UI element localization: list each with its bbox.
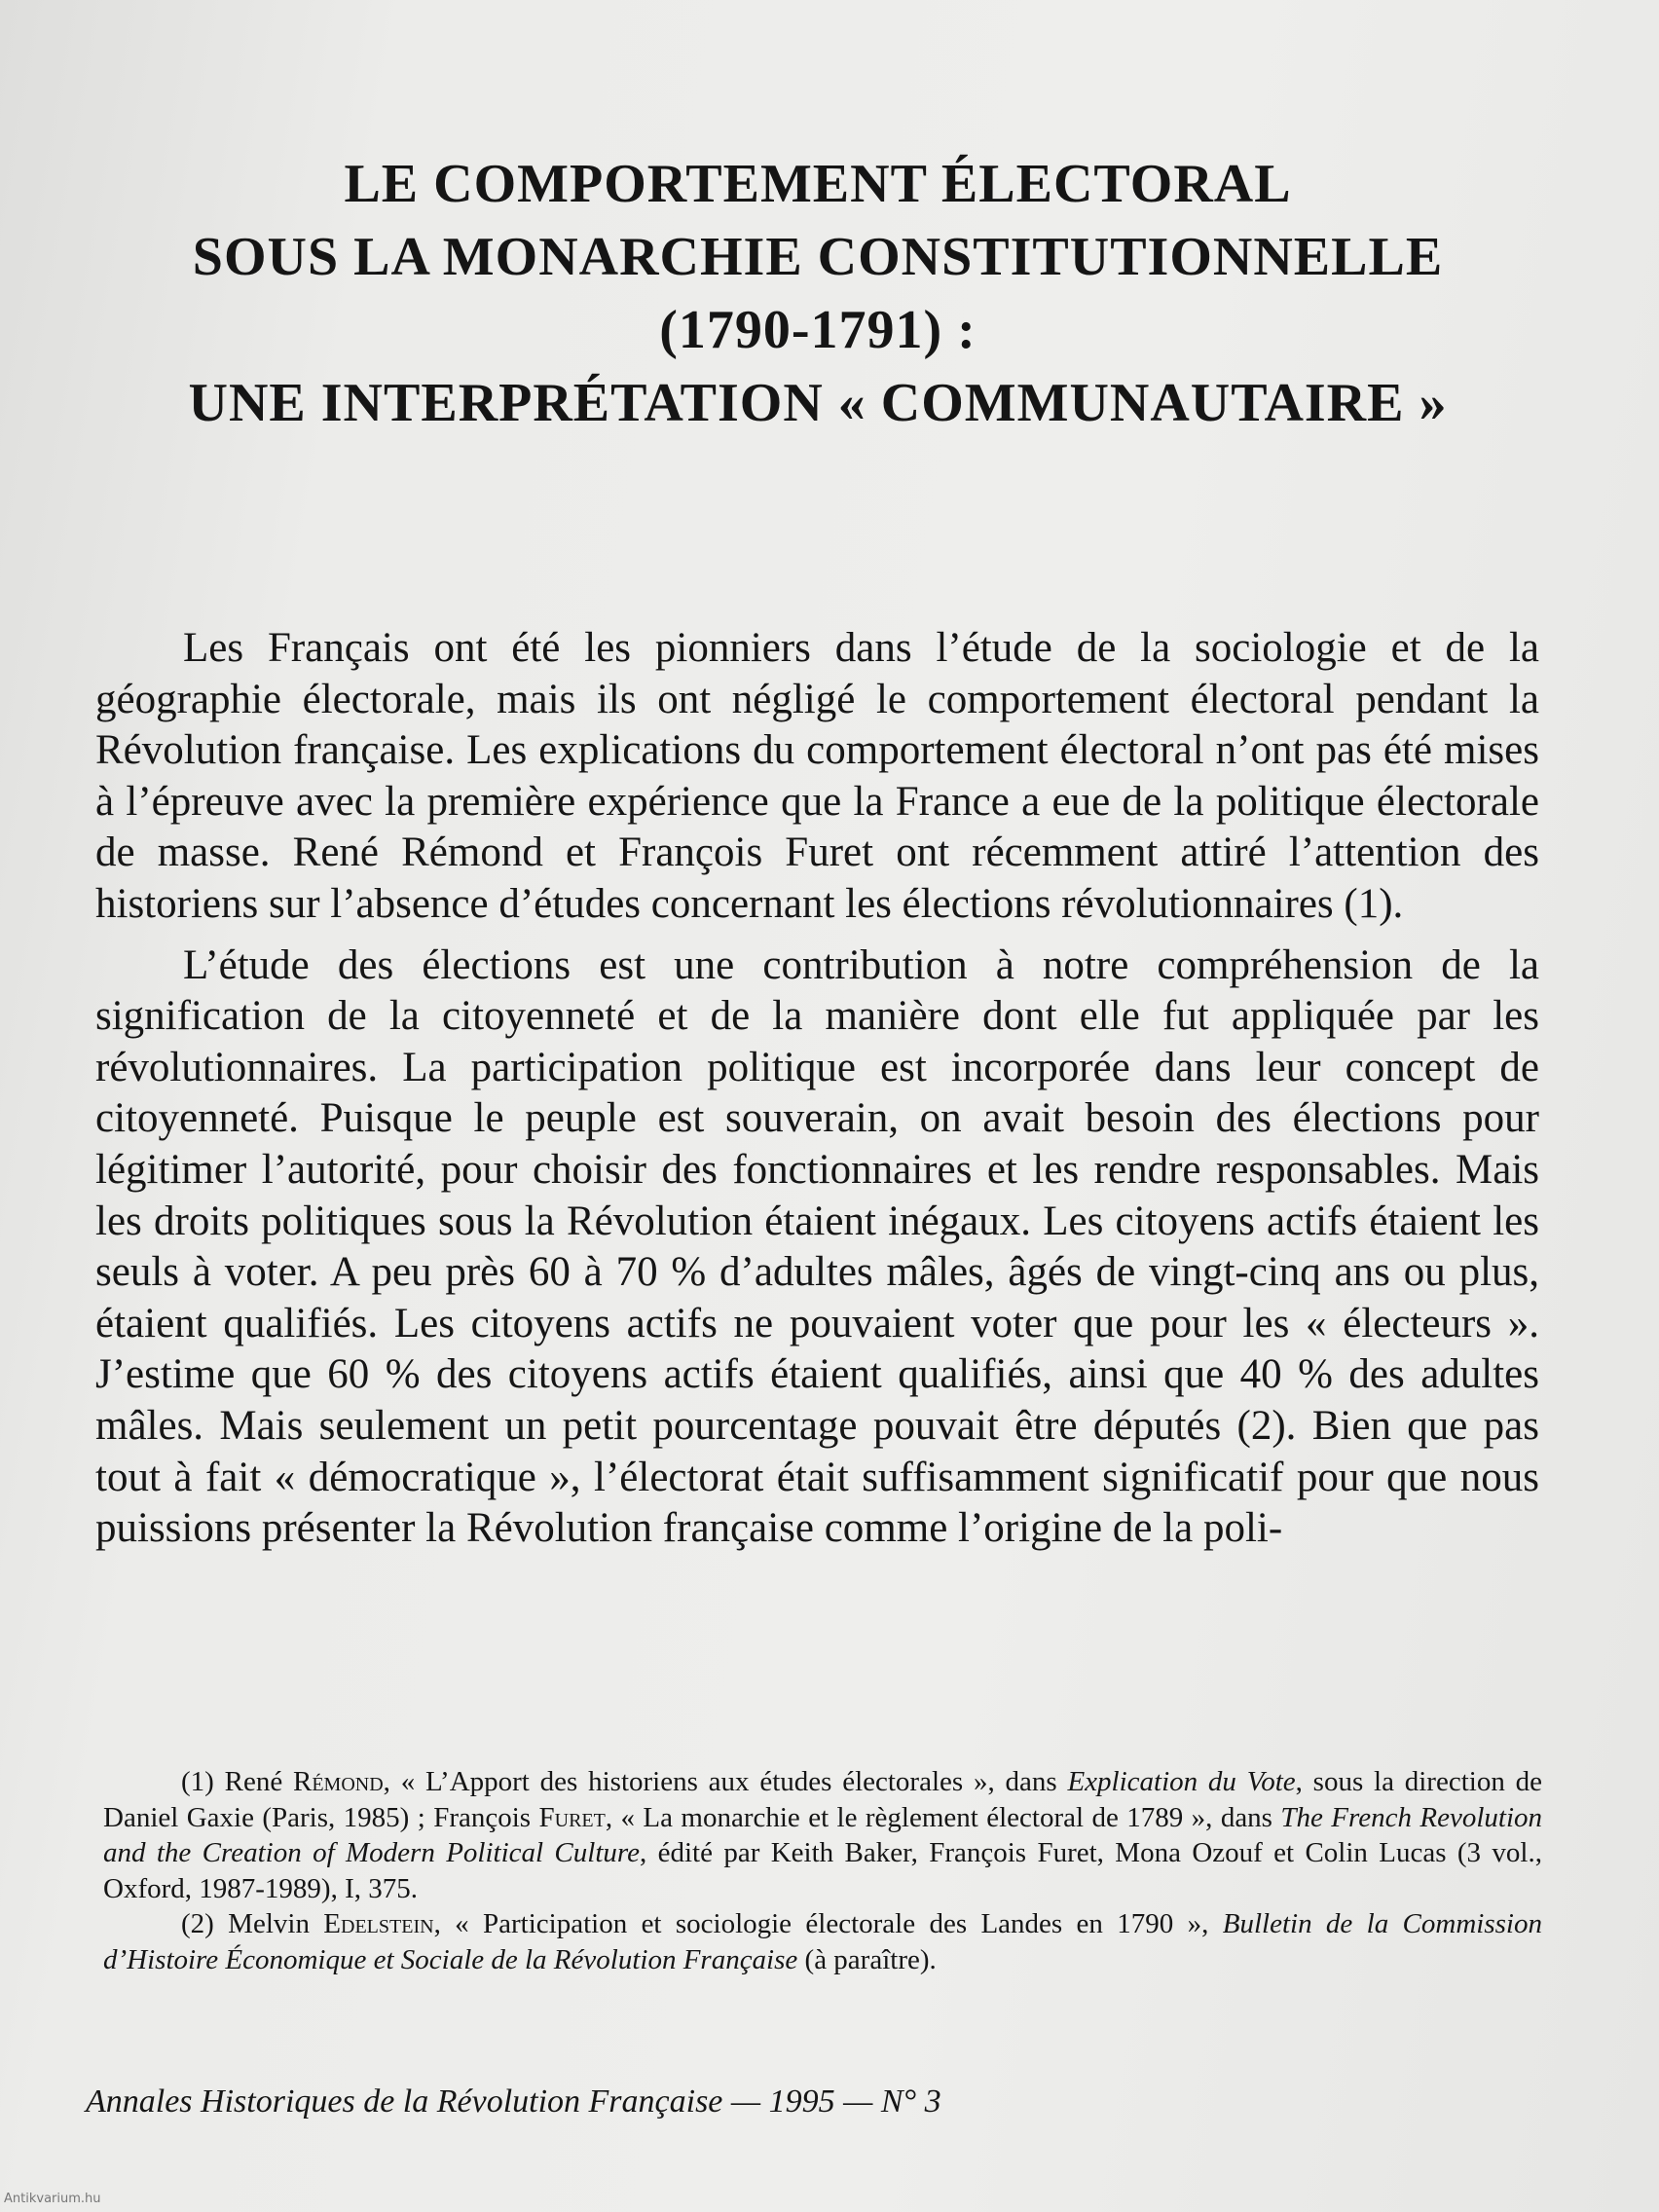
- title-line: UNE INTERPRÉTATION « COMMUNAUTAIRE »: [188, 373, 1448, 433]
- author-name: Edelstein: [323, 1908, 434, 1939]
- footnotes: [103, 1764, 1542, 1977]
- footnote-text: , sous la direction de Daniel Gaxie (Paris, 1985) ; François: [103, 1766, 1542, 1833]
- body-paragraph: L’étude des élections est une contribution à notre compréhension de la signification de la citoyenneté et de la manière dont elle fut appliquée par les révolutionnaires. La participation politique est incorporée dans leur concept de citoyenneté. Puisque le peuple est souverain, on avait besoin des élections pour légitimer l’autorité, pour choisir des fonctionnaires et les rendre responsables. Mais les droits politiques sous la Révolution étaient inégaux. Les citoyens actifs étaient les seuls à voter. A peu près 60 à 70 % d’adultes mâles, âgés de vingt-cinq ans ou plus, étaient qualifiés. Les citoyens actifs ne pouvaient voter que pour les « électeurs ». J’estime que 60 % des citoyens actifs étaient qualifiés, ainsi que 40 % des adultes mâles. Mais seulement un petit pourcentage pouvait être députés (2). Bien que pas tout à fait « démocratique », l’électorat était suffisamment significatif pour que nous puissions présenter la Révolution française comme l’origine de la poli-: [95, 941, 1539, 1552]
- article-body: [95, 623, 1539, 1555]
- footnote-2: [103, 1906, 1542, 1977]
- journal-footer: Annales Historiques de la Révolution Française — 1995 — N° 3: [86, 2083, 941, 2120]
- footnote-text: (à paraître).: [797, 1943, 937, 1975]
- title-line: (1790-1791) :: [659, 300, 977, 360]
- title-line: SOUS LA MONARCHIE CONSTITUTIONNELLE: [192, 227, 1444, 287]
- body-paragraph: Les Français ont été les pionniers dans l’étude de la sociologie et de la géographie électorale, mais ils ont négligé le comportement électoral pendant la Révolution française. Les explications du comportement électoral n’ont pas été mises à l’épreuve avec la première expérience que la France a eue de la politique électorale de masse. René Rémond et François Furet ont récemment attiré l’attention des historiens sur l’absence d’études concernant les élections révolutionnaires (1).: [95, 625, 1539, 927]
- author-name: Furet: [538, 1801, 606, 1833]
- footnote-text: , édité par Keith Baker, François Furet, Mona Ozouf et Colin Lucas (3 vol., Oxford, 1987-1989), I, 375.: [103, 1837, 1542, 1904]
- work-title: Explication du Vote: [1067, 1766, 1296, 1797]
- work-title: Bulletin de la Commission d’Histoire Économique et Sociale de la Révolution Française: [103, 1908, 1542, 1975]
- footnote-text: (1) René: [181, 1766, 293, 1797]
- watermark: Antikvarium.hu: [4, 2192, 101, 2206]
- footnote-text: , « Participation et sociologie électorale des Landes en 1790 »,: [433, 1908, 1223, 1939]
- work-title: The French Revolution and the Creation of Modern Political Culture: [103, 1801, 1543, 1868]
- footnote-text: , « L’Apport des historiens aux études électorales », dans: [383, 1766, 1068, 1797]
- author-name: Rémond: [292, 1766, 384, 1797]
- title-line: LE COMPORTEMENT ÉLECTORAL: [344, 154, 1292, 214]
- footnote-1: [103, 1764, 1542, 1906]
- footnote-text: (2) Melvin: [181, 1908, 324, 1939]
- footnote-text: , « La monarchie et le règlement électoral de 1789 », dans: [605, 1801, 1281, 1833]
- article-title: [58, 148, 1577, 440]
